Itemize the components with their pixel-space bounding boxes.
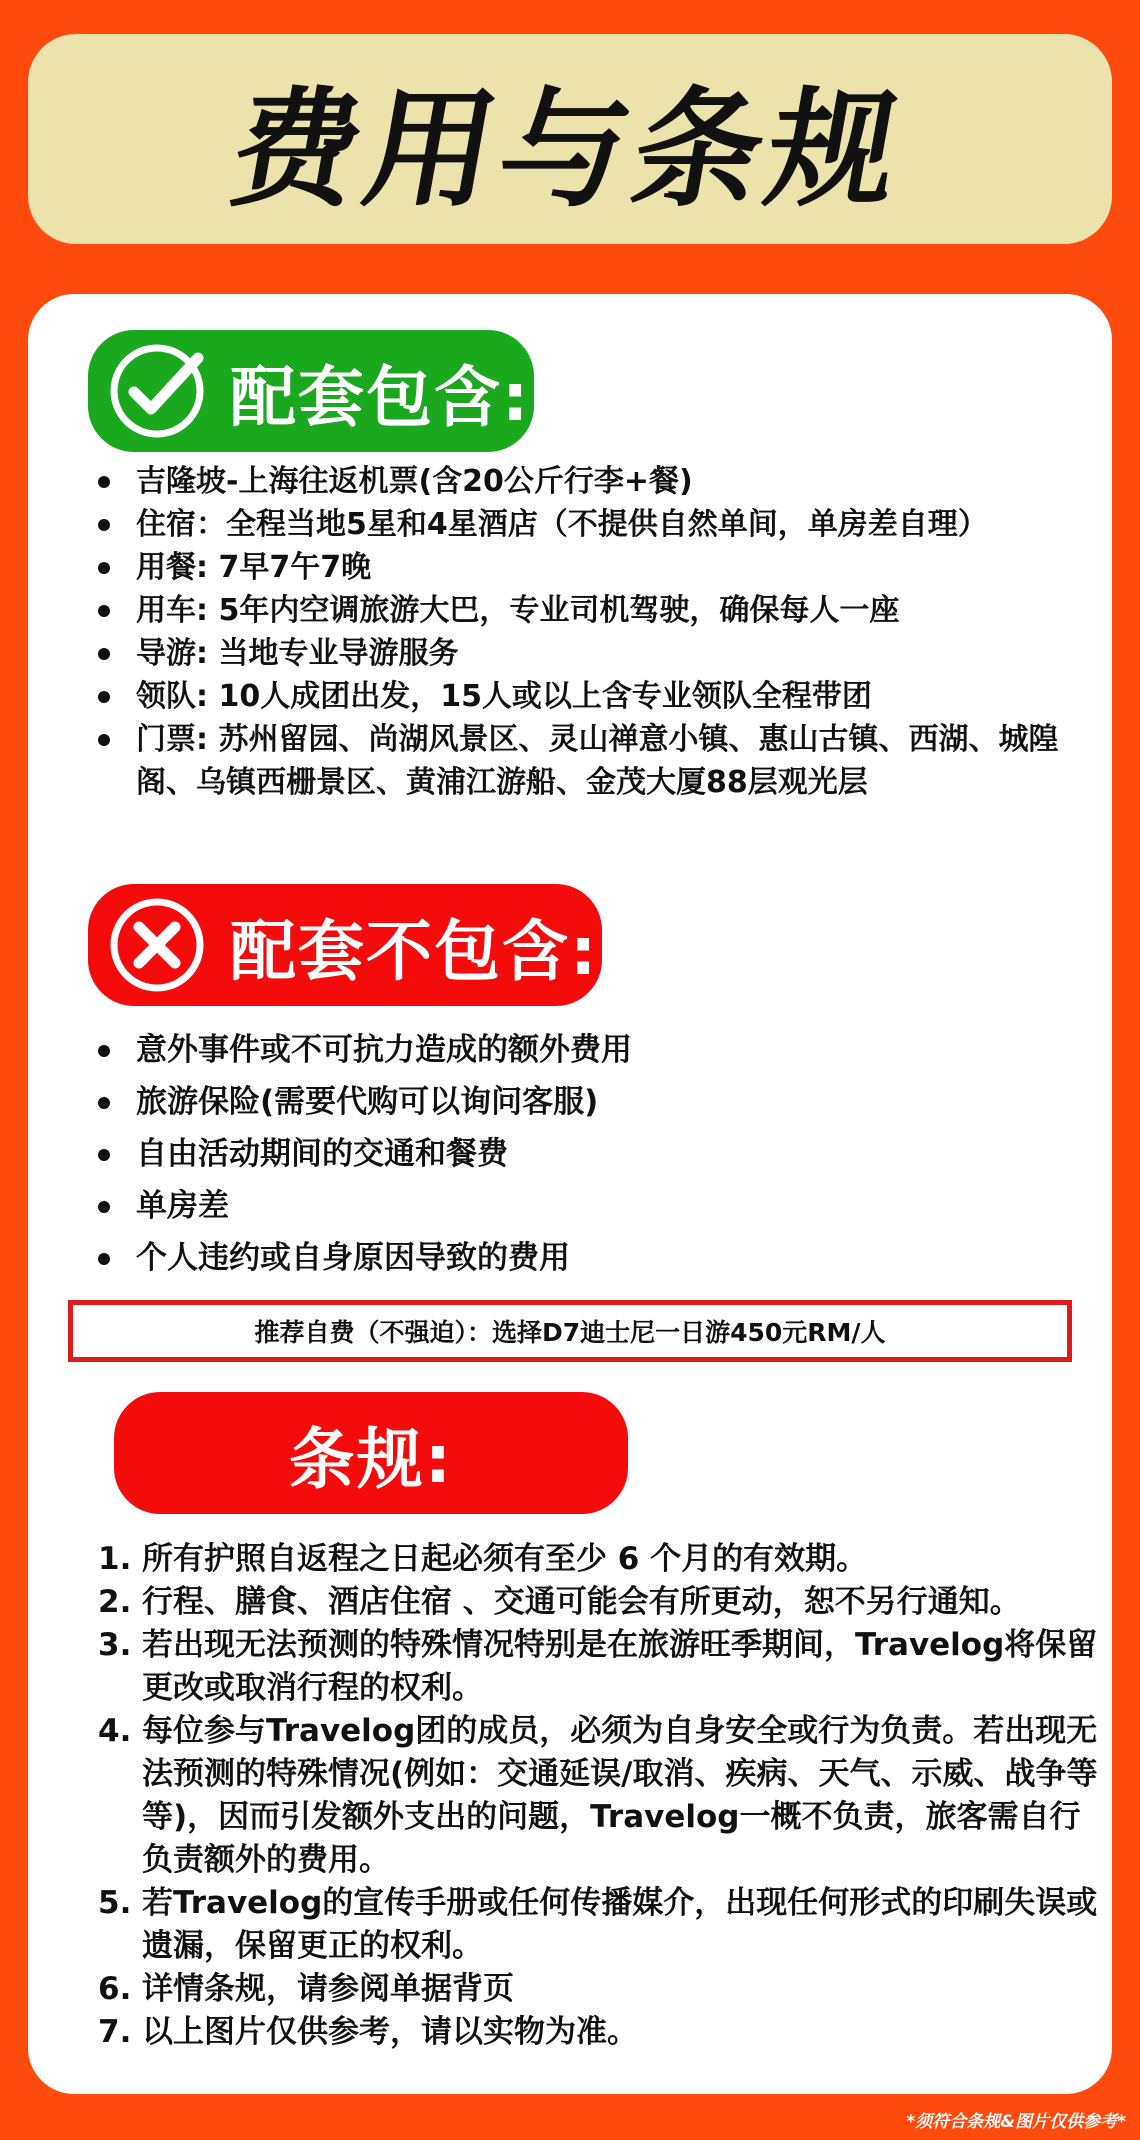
list-item: 个人违约或自身原因导致的费用 bbox=[94, 1232, 1094, 1284]
rule-number: 2. bbox=[98, 1584, 132, 1620]
rule-text: 详情条规，请参阅单据背页 bbox=[142, 1971, 514, 2007]
rule-item bbox=[98, 1882, 1098, 1968]
rule-number: 1. bbox=[98, 1541, 132, 1577]
rule-text: 若Travelog的宣传手册或任何传播媒介，出现任何形式的印刷失误或遗漏，保留更正的权利。 bbox=[142, 1885, 1098, 1964]
list-item: 吉隆坡-上海往返机票(含20公斤行李+餐) bbox=[94, 460, 1094, 503]
rule-text: 若出现无法预测的特殊情况特别是在旅游旺季期间，Travelog将保留更改或取消行程的权利。 bbox=[142, 1627, 1098, 1706]
rule-text: 所有护照自返程之日起必须有至少 6 个月的有效期。 bbox=[142, 1541, 868, 1577]
recommendation-box bbox=[68, 1300, 1072, 1362]
content-card bbox=[28, 294, 1112, 2094]
list-item: 导游: 当地专业导游服务 bbox=[94, 632, 1094, 675]
list-item: 门票: 苏州留园、尚湖风景区、灵山禅意小镇、惠山古镇、西湖、城隍阁、乌镇西栅景区、黄浦江游船、金茂大厦88层观光层 bbox=[94, 718, 1094, 804]
rule-number: 5. bbox=[98, 1885, 132, 1921]
list-item: 单房差 bbox=[94, 1180, 1094, 1232]
rule-number: 3. bbox=[98, 1627, 132, 1663]
included-list bbox=[94, 460, 1094, 804]
rules-list bbox=[98, 1538, 1098, 2054]
footnote: *须符合条规&图片仅供参考* bbox=[906, 2112, 1126, 2132]
rule-number: 4. bbox=[98, 1713, 132, 1749]
rule-text: 行程、膳食、酒店住宿 、交通可能会有所更动，恕不另行通知。 bbox=[142, 1584, 1021, 1620]
check-circle-icon bbox=[108, 342, 206, 440]
rule-number: 7. bbox=[98, 2014, 132, 2050]
excluded-heading-pill bbox=[88, 884, 602, 1006]
page-title: 费用与条规 bbox=[219, 76, 917, 225]
list-item: 领队: 10人成团出发，15人或以上含专业领队全程带团 bbox=[94, 675, 1094, 718]
rules-heading: 条规: bbox=[288, 1420, 454, 1498]
list-item: 旅游保险(需要代购可以询问客服) bbox=[94, 1076, 1094, 1128]
rule-number: 6. bbox=[98, 1971, 132, 2007]
rule-item bbox=[98, 1968, 1098, 2011]
list-item: 用餐: 7早7午7晚 bbox=[94, 546, 1094, 589]
title-banner bbox=[28, 34, 1112, 244]
rule-item bbox=[98, 1624, 1098, 1710]
recommendation-text: 推荐自费（不强迫）：选择D7迪士尼一日游450元RM/人 bbox=[254, 1318, 886, 1347]
x-circle-icon bbox=[108, 896, 206, 994]
rule-item bbox=[98, 2011, 1098, 2054]
included-heading-pill bbox=[88, 330, 534, 452]
rule-item bbox=[98, 1710, 1098, 1882]
list-item: 住宿：全程当地5星和4星酒店（不提供自然单间，单房差自理） bbox=[94, 503, 1094, 546]
list-item: 自由活动期间的交通和餐费 bbox=[94, 1128, 1094, 1180]
rules-heading-pill bbox=[114, 1392, 628, 1514]
rule-text: 以上图片仅供参考，请以实物为准。 bbox=[142, 2014, 638, 2050]
included-heading: 配套包含: bbox=[230, 358, 531, 436]
excluded-heading: 配套不包含: bbox=[230, 912, 599, 990]
list-item: 意外事件或不可抗力造成的额外费用 bbox=[94, 1024, 1094, 1076]
rule-item bbox=[98, 1581, 1098, 1624]
rule-item bbox=[98, 1538, 1098, 1581]
list-item: 用车: 5年内空调旅游大巴，专业司机驾驶，确保每人一座 bbox=[94, 589, 1094, 632]
rule-text: 每位参与Travelog团的成员，必须为自身安全或行为负责。若出现无法预测的特殊情况(例如：交通延误/取消、疾病、天气、示威、战争等等)，因而引发额外支出的问题，Travelog一概不负责，旅客需自行负责额外的费用。 bbox=[142, 1713, 1098, 1878]
excluded-list bbox=[94, 1024, 1094, 1284]
